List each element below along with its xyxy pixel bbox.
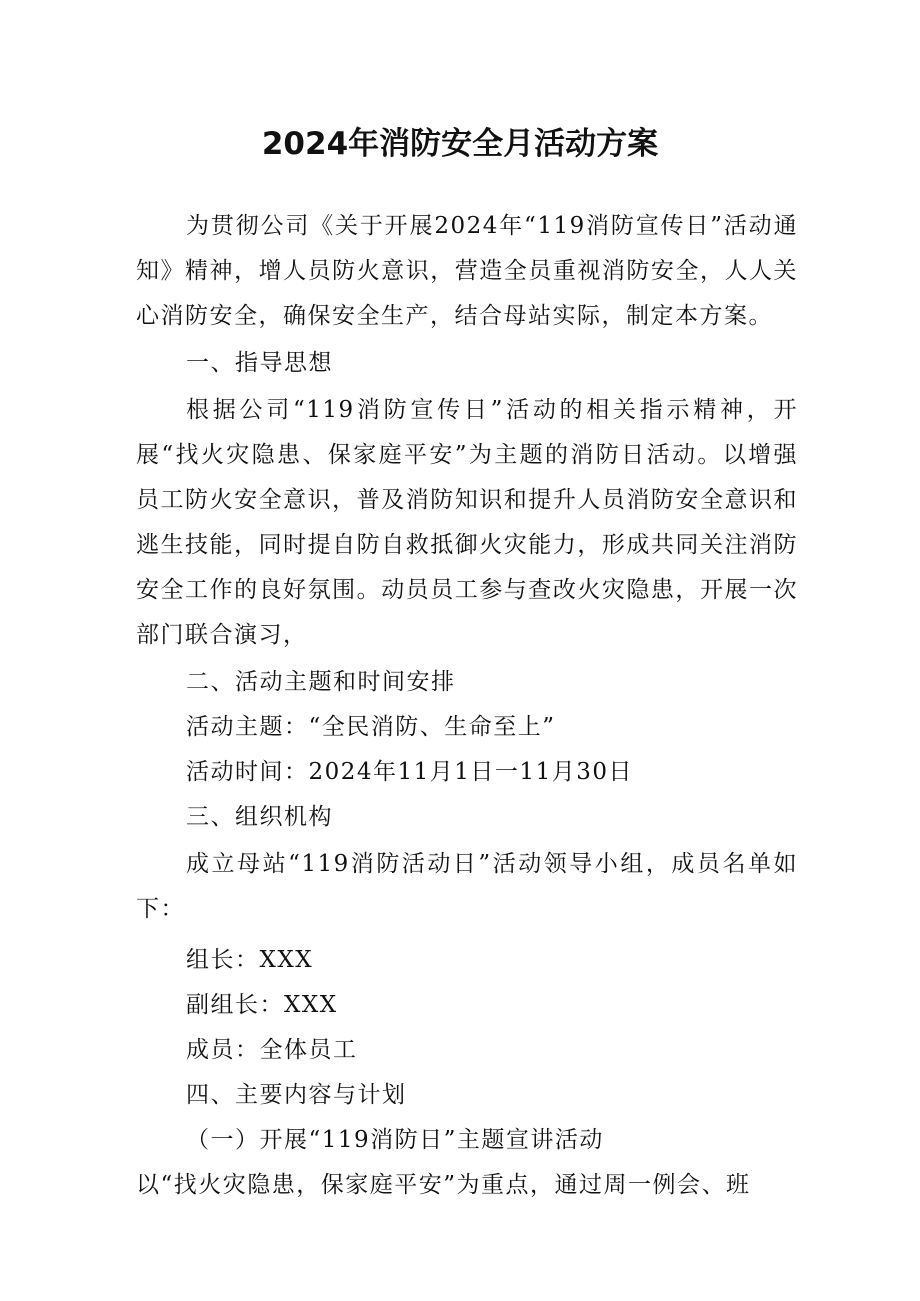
section-3-heading: 三、组织机构	[186, 804, 333, 830]
section-1-heading: 一、指导思想	[186, 350, 333, 376]
subsection-1-heading: （一）开展“119消防日”主题宣讲活动	[186, 1127, 604, 1153]
document-body	[136, 204, 798, 1208]
group-leader: 组长：XXX	[186, 947, 314, 973]
vice-group-leader: 副组长：XXX	[186, 992, 338, 1018]
section-2-heading: 二、活动主题和时间安排	[186, 669, 456, 695]
section-3-paragraph: 成立母站“119消防活动日”活动领导小组，成员名单如下：	[136, 851, 798, 922]
document-title: 2024年消防安全月活动方案	[261, 126, 659, 162]
subsection-1-paragraph: 以“找火灾隐患，保家庭平安”为重点，通过周一例会、班	[136, 1172, 751, 1198]
activity-theme: 活动主题：“全民消防、生命至上”	[186, 714, 556, 740]
group-members: 成员：全体员工	[186, 1037, 358, 1063]
activity-time: 活动时间：2024年11月1日一11月30日	[186, 759, 633, 785]
section-1-paragraph: 根据公司“119消防宣传日”活动的相关指示精神，开展“找火灾隐患、保家庭平安”为主题的消防日活动。以增强员工防火安全意识，普及消防知识和提升人员消防安全意识和逃生技能，同时提自防自救抵御火灾能力，形成共同关注消防安全工作的良好氛围。动员员工参与查改火灾隐患，开展一次部门联合演习，	[136, 397, 798, 648]
intro-paragraph: 为贯彻公司《关于开展2024年“119消防宣传日”活动通知》精神，增人员防火意识，营造全员重视消防安全，人人关心消防安全，确保安全生产，结合母站实际，制定本方案。	[136, 213, 798, 329]
section-4-heading: 四、主要内容与计划	[186, 1082, 407, 1108]
